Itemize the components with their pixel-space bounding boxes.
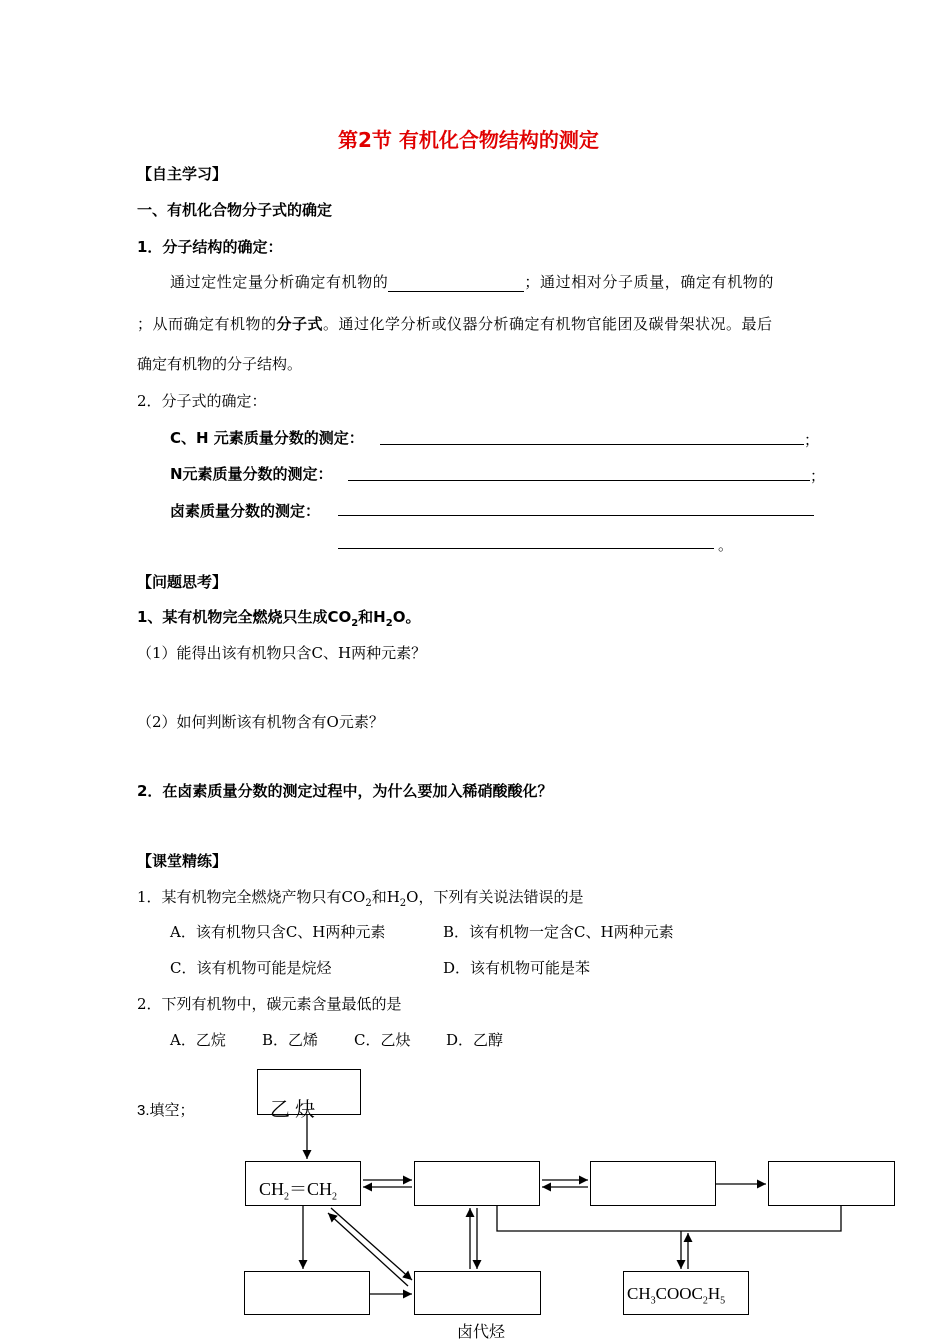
page-title: 第2节 有机化合物结构的测定 <box>338 128 599 152</box>
heading-structure: 1．分子结构的确定： <box>137 238 283 256</box>
exercise-2: 2．下列有机物中，碳元素含量最低的是 <box>137 995 402 1013</box>
exercise-1-option-b[interactable]: B．该有机物一定含C、H两种元素 <box>443 923 674 941</box>
exercise-2-option-a[interactable]: A．乙烷 <box>170 1031 226 1049</box>
semicolon-2: ； <box>810 467 826 485</box>
question-1-1: （1）能得出该有机物只含C、H两种元素？ <box>137 644 427 662</box>
paragraph-line-2: ；从而确定有机物的分子式。通过化学分析或仪器分析确定有机物官能团及碳骨架状况。最后 <box>137 315 773 333</box>
exercise-1: 1．某有机物完全燃烧产物只有$CO_2$和$H_2O$，下列有关说法错误的是 <box>137 888 584 909</box>
section-self-study: 【自主学习】 <box>137 165 228 183</box>
exercise-1-option-c[interactable]: C．该有机物可能是烷烃 <box>170 959 332 977</box>
question-1: 1、某有机物完全燃烧只生成$CO_2$和$H_2O$。 <box>137 608 421 629</box>
semicolon-1: ； <box>804 431 820 449</box>
box-ethene: $CH_2=CH_2$ <box>245 1161 361 1206</box>
period-mark: 。 <box>718 536 734 554</box>
paragraph-line-1: 通过定性定量分析确定有机物的 ；通过相对分子质量，确定有机物的 <box>170 273 775 291</box>
heading-molecular-formula: 一、有机化合物分子式的确定 <box>137 201 333 219</box>
exercise-3: 3.填空； <box>137 1102 195 1119</box>
exercise-1-option-a[interactable]: A．该有机物只含C、H两种元素 <box>170 923 386 941</box>
label-halogen-fraction: 卤素质量分数的测定： <box>170 502 321 520</box>
question-2: 2．在卤素质量分数的测定过程中，为什么要加入稀硝酸酸化？ <box>137 782 553 800</box>
paragraph-line-3: 确定有机物的分子结构。 <box>137 355 303 373</box>
exercise-2-option-b[interactable]: B．乙烯 <box>262 1031 319 1049</box>
exercise-2-option-c[interactable]: C．乙炔 <box>354 1031 411 1049</box>
box-acetylene: 乙 炔 <box>257 1069 361 1115</box>
label-haloalkane: 卤代烃 <box>457 1324 506 1341</box>
section-think: 【问题思考】 <box>137 573 228 591</box>
exercise-2-option-d[interactable]: D．乙醇 <box>446 1031 504 1049</box>
label-ch-fraction: C、H 元素质量分数的测定： <box>170 429 364 447</box>
section-practice: 【课堂精练】 <box>137 852 228 870</box>
exercise-1-option-d[interactable]: D．该有机物可能是苯 <box>443 959 591 977</box>
question-1-2: （2）如何判断该有机物含有O元素？ <box>137 713 384 731</box>
label-n-fraction: N元素质量分数的测定： <box>170 465 333 483</box>
box-ester: $CH_3COOC_2H_5$ <box>623 1271 749 1315</box>
heading-formula: 2．分子式的确定： <box>137 392 267 410</box>
